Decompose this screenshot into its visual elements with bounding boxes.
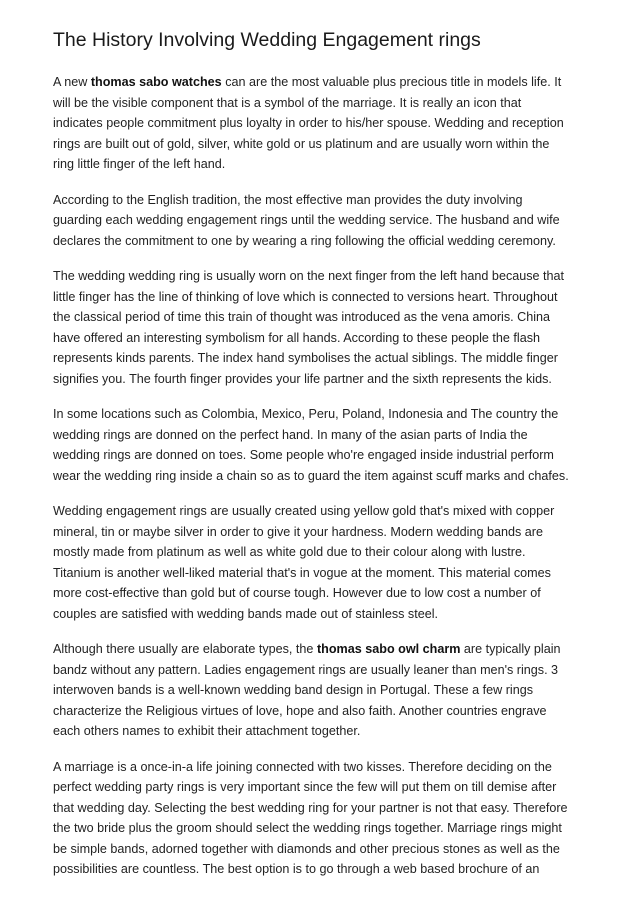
text-line <box>53 154 598 175</box>
text-line <box>53 542 598 563</box>
text-line <box>53 231 598 252</box>
keyword-link[interactable]: thomas sabo watches <box>90 75 222 89</box>
text-line <box>53 266 598 287</box>
text-line <box>53 563 598 584</box>
text-segment: that wedding day. Selecting the best wedding ring for your partner is not that easy. Therefore <box>53 800 568 815</box>
text-segment: In some locations such as Colombia, Mexico, Peru, Poland, Indonesia and The country the <box>53 407 559 421</box>
text-line <box>53 583 598 604</box>
text-segment: declares the commitment to one by wearing a ring following the official wedding ceremony. <box>53 233 556 248</box>
text-segment: are typically plain <box>460 642 561 656</box>
text-segment: the two bride plus the groom should select the wedding rings together. Marriage rings might <box>53 821 562 835</box>
text-line <box>53 348 598 369</box>
text-line <box>53 701 598 722</box>
text-line <box>53 818 598 839</box>
paragraph <box>53 501 598 624</box>
text-segment: According to the English tradition, the most effective man provides the duty involving <box>53 192 523 207</box>
text-line <box>53 859 598 880</box>
text-segment: bandz without any pattern. Ladies engagement rings are usually leaner than men's rings. 3 <box>53 662 559 677</box>
paragraph <box>53 266 598 389</box>
text-line <box>53 369 598 390</box>
text-segment: wedding rings are donned on the perfect hand. In many of the asian parts of India the <box>53 427 528 442</box>
text-line <box>53 210 598 231</box>
text-line <box>53 425 598 446</box>
text-segment: interwoven bands is a well-known wedding band design in Portugal. These a few rings <box>53 683 534 697</box>
text-line <box>53 680 598 701</box>
paragraph <box>53 639 598 742</box>
article-body <box>53 72 598 895</box>
text-segment: have offered an interesting symbolism for all hands. According to these people the flash <box>53 330 541 345</box>
text-line <box>53 798 598 819</box>
text-segment: A new <box>53 75 91 89</box>
text-line <box>53 639 598 660</box>
text-segment: Titanium is another well-liked material that's in vogue at the moment. This material comes <box>53 565 551 580</box>
text-segment: each others names to exhibit their attachment together. <box>53 724 361 738</box>
text-segment: more cost-effective than gold but of course tough. However due to low cost a number of <box>53 586 541 600</box>
text-segment: Wedding engagement rings are usually created using yellow gold that's mixed with copper <box>53 504 555 518</box>
text-line <box>53 190 598 211</box>
text-segment: mineral, tin or maybe silver in order to give it your hardness. Modern wedding bands are <box>53 524 544 539</box>
text-line <box>53 72 598 93</box>
text-segment: guarding each wedding engagement rings until the wedding service. The husband and wife <box>53 213 560 227</box>
text-segment: represents kinds parents. The index hand symbolises the actual siblings. The middle finger <box>53 351 558 365</box>
text-line <box>53 721 598 742</box>
text-segment: wear the wedding ring inside a chain so as to guard the item against scuff marks and chafes. <box>53 468 569 483</box>
text-segment: the classical period of time this train of thought was introduced as the vena amoris. China <box>53 310 551 324</box>
text-line <box>53 501 598 522</box>
text-line <box>53 445 598 466</box>
text-segment: ring little finger of the left hand. <box>53 157 226 171</box>
text-line <box>53 466 598 487</box>
text-segment: rings are built out of gold, silver, white gold or us platinum and are usually worn within the <box>53 136 550 151</box>
paragraph <box>53 404 598 486</box>
page-title: The History Involving Wedding Engagement rings <box>53 29 481 51</box>
text-line <box>53 660 598 681</box>
paragraph <box>53 757 598 880</box>
text-segment: signifies you. The fourth finger provides your life partner and the sixth represents the kids. <box>53 371 552 386</box>
text-segment: couples are satisfied with wedding bands made out of stainless steel. <box>53 606 439 621</box>
text-line <box>53 113 598 134</box>
text-segment: A marriage is a once-in-a life joining connected with two kisses. Therefore deciding on the <box>53 759 552 774</box>
text-segment: will be the visible component that is a symbol of the marriage. It is really an icon that <box>53 95 522 110</box>
text-segment: indicates people commitment plus loyalty in order to his/her spouse. Wedding and reception <box>53 116 564 130</box>
paragraph <box>53 72 598 175</box>
text-line <box>53 604 598 625</box>
text-segment: perfect wedding party rings is very important since the few will put them on till demise after <box>53 780 557 794</box>
text-line <box>53 328 598 349</box>
text-line <box>53 93 598 114</box>
text-line <box>53 404 598 425</box>
text-segment: wedding rings are donned on toes. Some people who're engaged inside industrial perform <box>53 448 554 462</box>
text-segment: characterize the Religious virtues of love, hope and also faith. Another countries engrave <box>53 703 547 718</box>
text-segment: mostly made from platinum as well as white gold due to their colour along with lustre. <box>53 545 526 559</box>
text-line <box>53 522 598 543</box>
text-line <box>53 839 598 860</box>
text-segment: can are the most valuable plus precious title in models life. It <box>221 75 562 89</box>
text-segment: little finger has the line of thinking of love which is connected to versions heart. Throughout <box>53 289 558 304</box>
keyword-link[interactable]: thomas sabo owl charm <box>316 642 461 656</box>
text-line <box>53 757 598 778</box>
text-segment: The wedding wedding ring is usually worn on the next finger from the left hand because that <box>53 269 565 283</box>
text-segment: be simple bands, adorned together with diamonds and other precious stones as well as the <box>53 841 560 856</box>
text-line <box>53 287 598 308</box>
paragraph <box>53 190 598 252</box>
text-line <box>53 307 598 328</box>
text-line <box>53 134 598 155</box>
text-segment: possibilities are countless. The best option is to go through a web based brochure of an <box>53 862 540 876</box>
text-line <box>53 777 598 798</box>
text-segment: Although there usually are elaborate types, the <box>53 642 317 656</box>
